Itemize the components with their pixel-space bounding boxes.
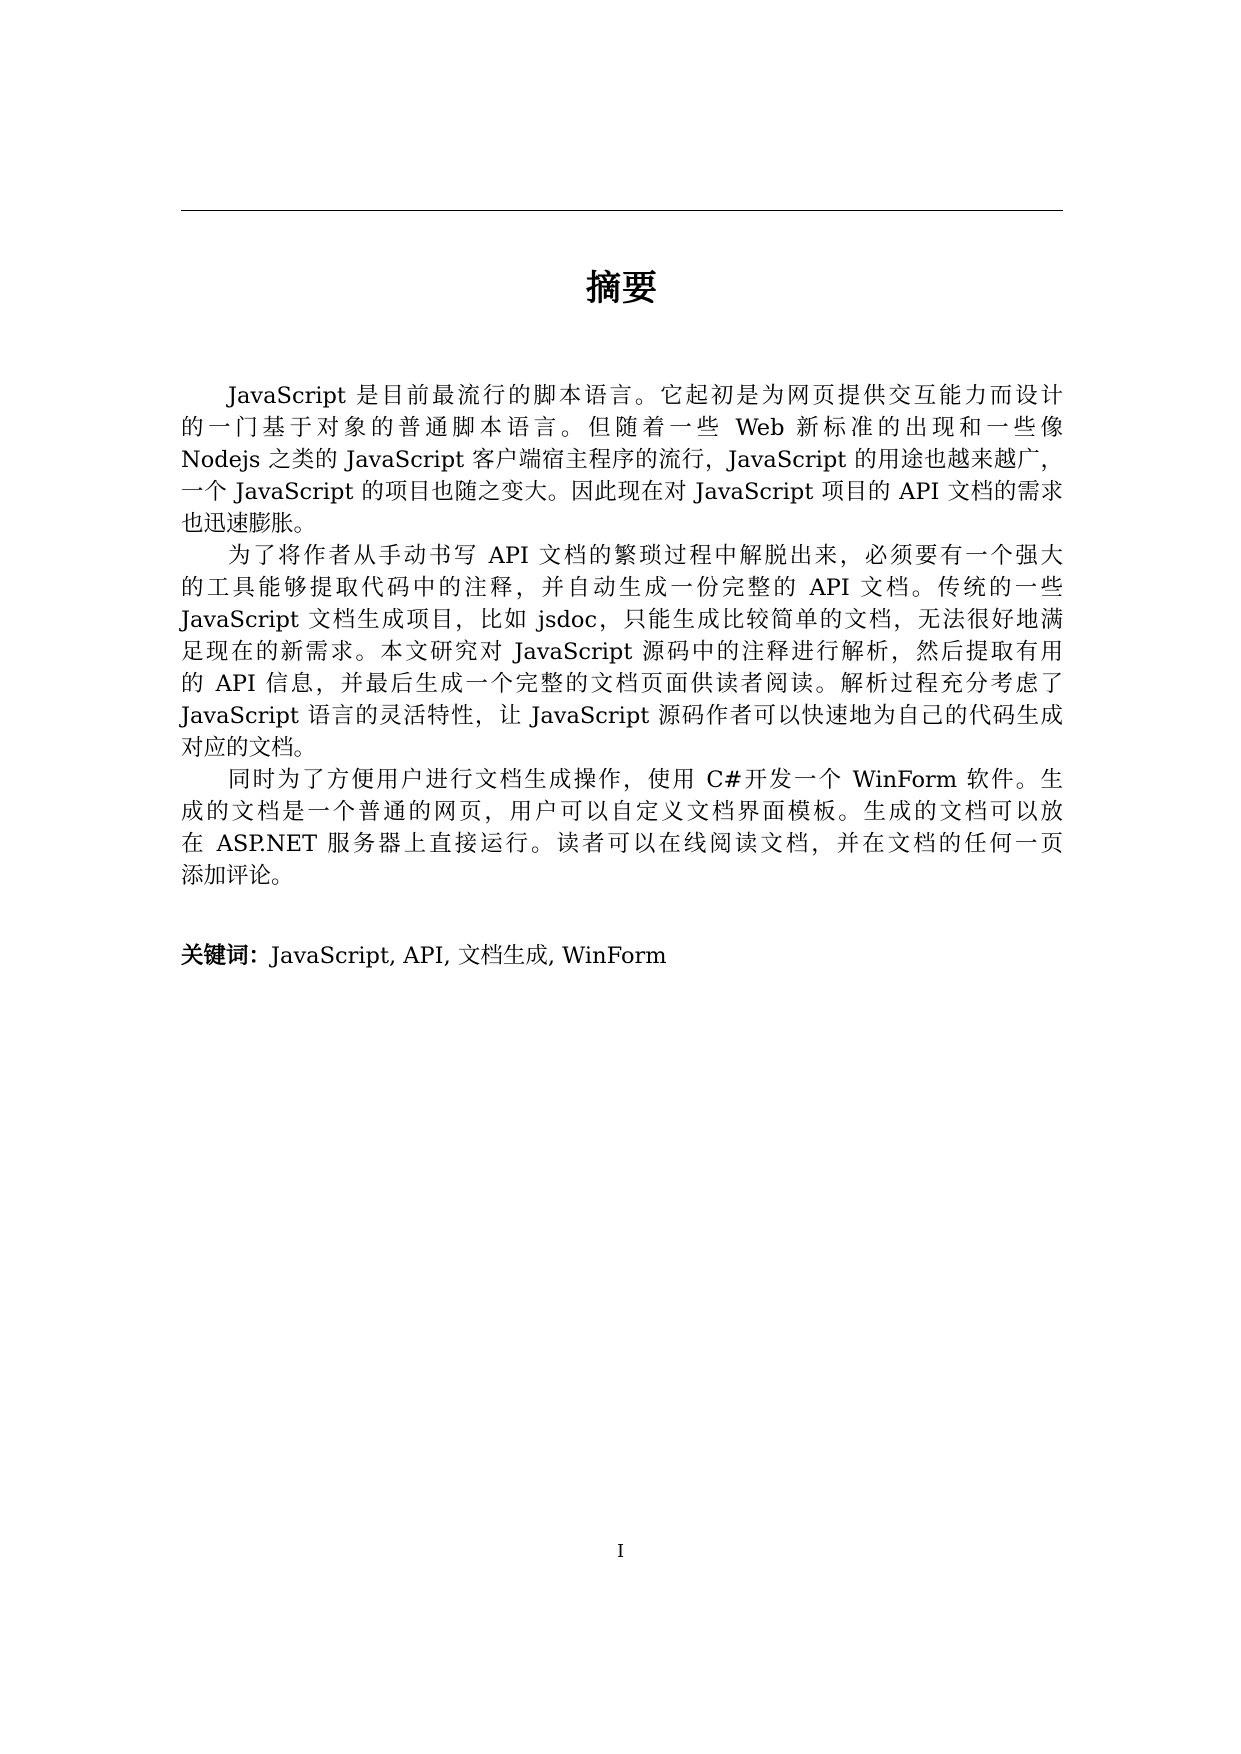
paragraph-line: 的工具能够提取代码中的注释，并自动生成一份完整的 API 文档。传统的一些 [181, 575, 1063, 601]
page-number: I [616, 1541, 625, 1562]
paragraph-line: 的一门基于对象的普通脚本语言。但随着一些 Web 新标准的出现和一些像 [181, 415, 1063, 441]
paragraph-line: JavaScript 文档生成项目，比如 jsdoc，只能生成比较简单的文档，无法很好地满 [181, 607, 1063, 633]
paragraph-line: 为了将作者从手动书写 API 文档的繁琐过程中解脱出来，必须要有一个强大 [228, 543, 1063, 569]
paragraph-line: 对应的文档。 [181, 735, 317, 761]
keywords-line [181, 942, 667, 970]
page-title: 摘要 [585, 269, 658, 309]
header-rule [181, 210, 1063, 211]
paragraph-line: 也迅速膨胀。 [181, 511, 317, 537]
paragraph-line: JavaScript 是目前最流行的脚本语言。它起初是为网页提供交互能力而设计 [228, 383, 1063, 409]
paragraph-line: Nodejs 之类的 JavaScript 客户端宿主程序的流行，JavaScript 的用途也越来越广， [181, 447, 1063, 473]
keywords-label: 关键词： [181, 943, 272, 969]
paragraph-line: 一个 JavaScript 的项目也随之变大。因此现在对 JavaScript 项目的 API 文档的需求 [181, 479, 1063, 505]
paragraph-line: 的 API 信息，并最后生成一个完整的文档页面供读者阅读。解析过程充分考虑了 [181, 671, 1063, 697]
paragraph-line: JavaScript 语言的灵活特性，让 JavaScript 源码作者可以快速地为自己的代码生成 [181, 703, 1063, 729]
paragraph-line: 在 ASP.NET 服务器上直接运行。读者可以在线阅读文档，并在文档的任何一页 [181, 831, 1063, 857]
paragraph-line: 成的文档是一个普通的网页，用户可以自定义文档界面模板。生成的文档可以放 [181, 799, 1063, 825]
paragraph-line: 足现在的新需求。本文研究对 JavaScript 源码中的注释进行解析，然后提取有用 [181, 639, 1063, 665]
paragraph-line: 同时为了方便用户进行文档生成操作，使用 C#开发一个 WinForm 软件。生 [228, 767, 1063, 793]
keywords-value: JavaScript, API, 文档生成, WinForm [271, 943, 667, 969]
paragraph-line: 添加评论。 [181, 863, 294, 889]
